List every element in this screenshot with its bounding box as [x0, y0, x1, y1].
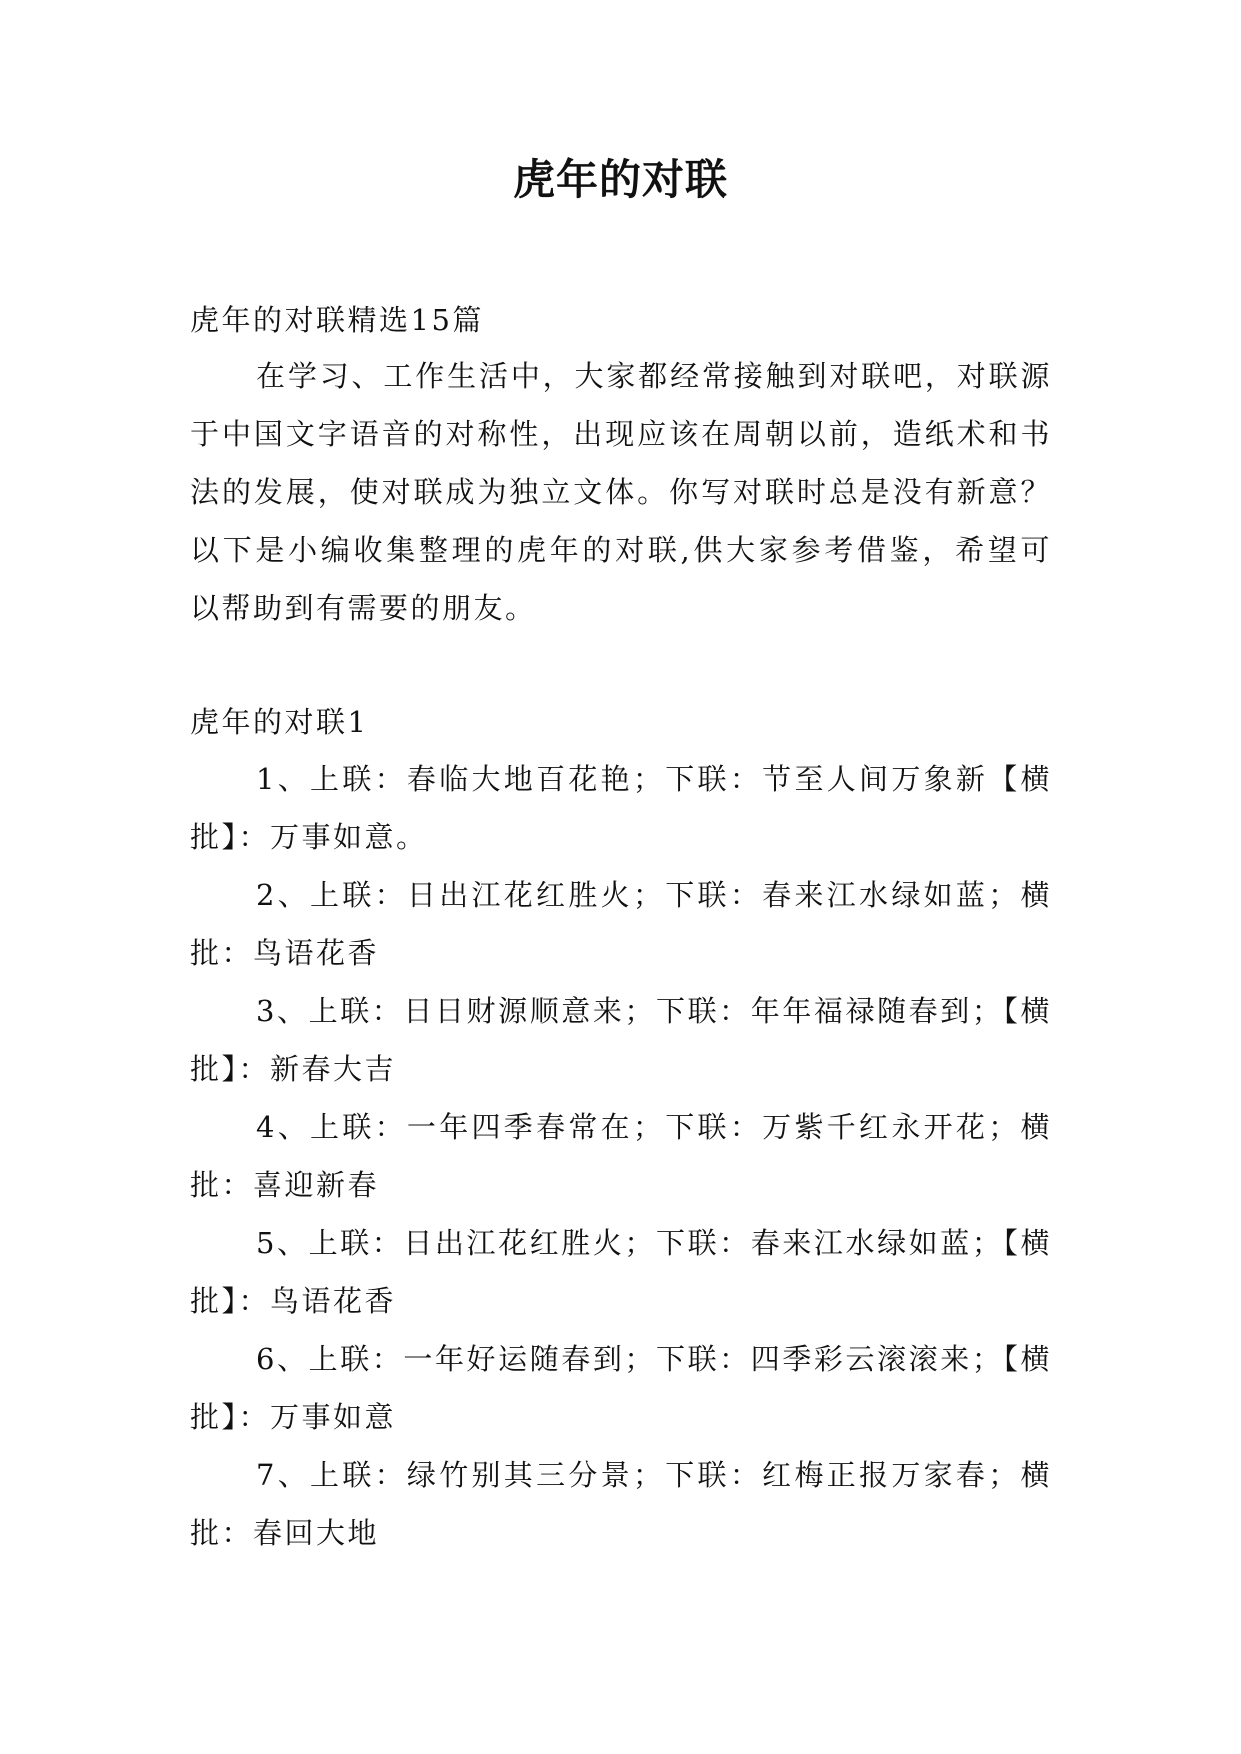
document-subtitle: 虎年的对联精选15篇 — [190, 303, 484, 337]
intro-paragraph: 在学习、工作生活中，大家都经常接触到对联吧，对联源于中国文字语音的对称性，出现应该在周朝以前，造纸术和书法的发展，使对联成为独立文体。你写对联时总是没有新意？以下是小编收集整理的虎年的对联,供大家参考借鉴，希望可以帮助到有需要的朋友。 — [190, 359, 1052, 625]
couplet-item: 5、上联：日出江花红胜火；下联：春来江水绿如蓝；【横批】：鸟语花香 — [190, 1226, 1052, 1318]
couplet-list — [190, 750, 1052, 1562]
couplet-item: 7、上联：绿竹别其三分景；下联：红梅正报万家春；横批：春回大地 — [190, 1458, 1052, 1550]
couplet-item: 2、上联：日出江花红胜火；下联：春来江水绿如蓝；横批：鸟语花香 — [190, 878, 1052, 970]
couplet-item: 6、上联：一年好运随春到；下联：四季彩云滚滚来；【横批】：万事如意 — [190, 1342, 1052, 1434]
couplet-item: 4、上联：一年四季春常在；下联：万紫千红永开花；横批：喜迎新春 — [190, 1110, 1052, 1202]
couplet-item: 3、上联：日日财源顺意来；下联：年年福禄随春到；【横批】：新春大吉 — [190, 994, 1052, 1086]
document-title: 虎年的对联 — [512, 155, 728, 204]
couplet-item: 1、上联：春临大地百花艳；下联：节至人间万象新【横批】：万事如意。 — [190, 762, 1052, 854]
section-heading: 虎年的对联1 — [190, 705, 369, 739]
